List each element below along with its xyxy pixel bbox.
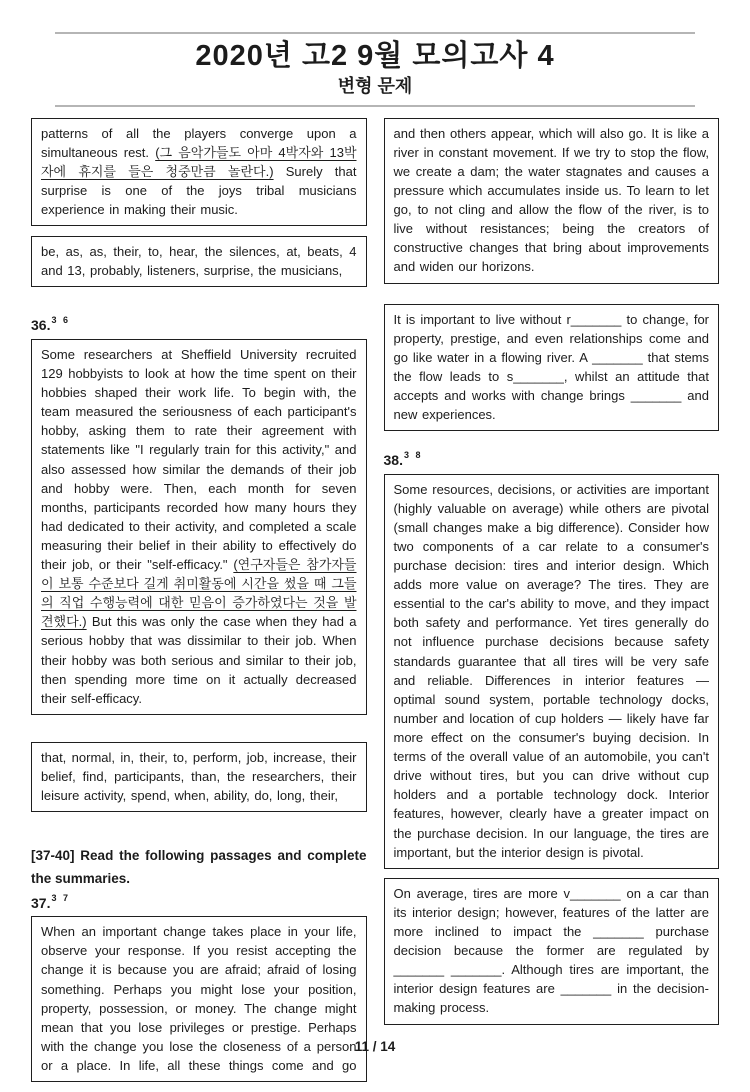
question-36-superscript: 3 6	[51, 315, 70, 326]
page-subtitle: 변형 문제	[337, 75, 413, 96]
word-bank-35: be, as, as, their, to, hear, the silences, at, beats, 4 and 13, probably, listeners, surprise, the musicians,	[31, 236, 367, 287]
question-36-number: 36.	[31, 317, 51, 334]
question-36-label	[31, 315, 367, 334]
passage-box-35: patterns of all the players converge upon a simultaneous rest. (그 음악가들도 아마 4박자와 13박자에 휴지를 들은 청중만큼 놀란다.) Surely that surprise is one of the joys tribal musicians experience in making their music.	[31, 118, 367, 227]
question-37-superscript: 3 7	[51, 892, 70, 903]
question-38-superscript: 3 8	[403, 450, 423, 461]
top-rule	[55, 32, 695, 34]
question-38-label	[383, 450, 720, 469]
question-37-number: 37.	[31, 894, 51, 911]
page-number: 11 / 14	[354, 1039, 396, 1054]
left-column	[31, 118, 367, 1082]
page-title: 2020년 고2 9월 모의고사 4	[195, 40, 555, 72]
passage-box-37: When an important change takes place in your life, observe your response. If you resist accepting the change it is because you are afraid; afraid of losing something. Perhaps you might lose your position, property, possession, or money. The change might mean that you lose privileges or prestige. Perhaps with the change you lose the closeness of a person or a place. In life, all these things come and go	[31, 916, 367, 1082]
summary-box-38: On average, tires are more v_______ on a car than its interior design; however, features of the latter are more inclined to impact the _______ purchase decision because the former are regulated by _______ _______. Although tires are important, the interior design features are _______ in the decision-making process.	[384, 878, 720, 1025]
summary-box-37: It is important to live without r_______ to change, for property, prestige, and even relationships come and go like water in a flowing river. A _______ that stems the flow leads to s_______, whilst an attitude that accepts and works with change brings _______ and new experiences.	[384, 304, 720, 432]
passage-box-36: Some researchers at Sheffield University recruited 129 hobbyists to look at how the time spent on their hobbies shaped their work life. To begin with, the team measured the seriousness of each participant's hobby, asking them to rate their agreement with statements like "I regularly train for this activity," and also assessed how similar the demands of their job and hobby were. Then, each month for seven months, participants recorded how many hours they had dedicated to their activity, and completed a scale measuring their belief in their ability to effectively do their job, or their "self-efficacy." (연구자들은 참가자들이 보통 수준보다 길게 취미활동에 시간을 썼을 때 그들의 직업 수행능력에 대한 믿음이 증가하였다는 것을 발견했다.) But this was only the case when they had a serious hobby that was dissimilar to their job. When their hobby was both serious and similar to their job, then spending more time on it actually decreased their self-efficacy.	[31, 339, 367, 715]
word-bank-36: that, normal, in, their, to, perform, job, increase, their belief, find, participants, than, the researchers, their leisure activity, spend, when, ability, do, long, their,	[31, 742, 367, 812]
passage-box-37-continued: and then others appear, which will also go. It is like a river in constant movement. If we try to stop the flow, we create a dam; the water stagnates and causes a pressure which accumulates inside us. To learn to let go, to not cling and allow the flow of the river, is to live without resistances; being the creators of constructive changes that bring about improvements and widen our horizons.	[384, 118, 720, 284]
passage-box-38: Some resources, decisions, or activities are important (highly valuable on average) while others are pivotal (small changes make a big difference). Consider how two components of a car relate to a consumer's purchase decision: tires and interior design. Which adds more value on average? The tires. They are essential to the car's ability to move, and they impact both safety and performance. Yet tires generally do not influence purchase decisions because safety standards guarantee that all tires will be very safe and reliable. Differences in interior features — optimal sound system, portable technology docks, number and location of cup holders — likely have far more effect on the consumer's buying decision. In terms of the overall value of an automobile, you can't drive without tires, but you can drive without cup holders and a portable technology dock. Interior features, however, clearly have a greater impact on the purchase decision. In our language, the tires are important, but the interior design is pivotal.	[384, 474, 720, 869]
right-column	[384, 118, 720, 1025]
instruction-37-40: [37-40] Read the following passages and complete the summaries.	[31, 848, 367, 886]
question-37-label	[31, 892, 367, 911]
question-38-number: 38.	[383, 452, 403, 469]
two-column-layout	[0, 107, 750, 1082]
